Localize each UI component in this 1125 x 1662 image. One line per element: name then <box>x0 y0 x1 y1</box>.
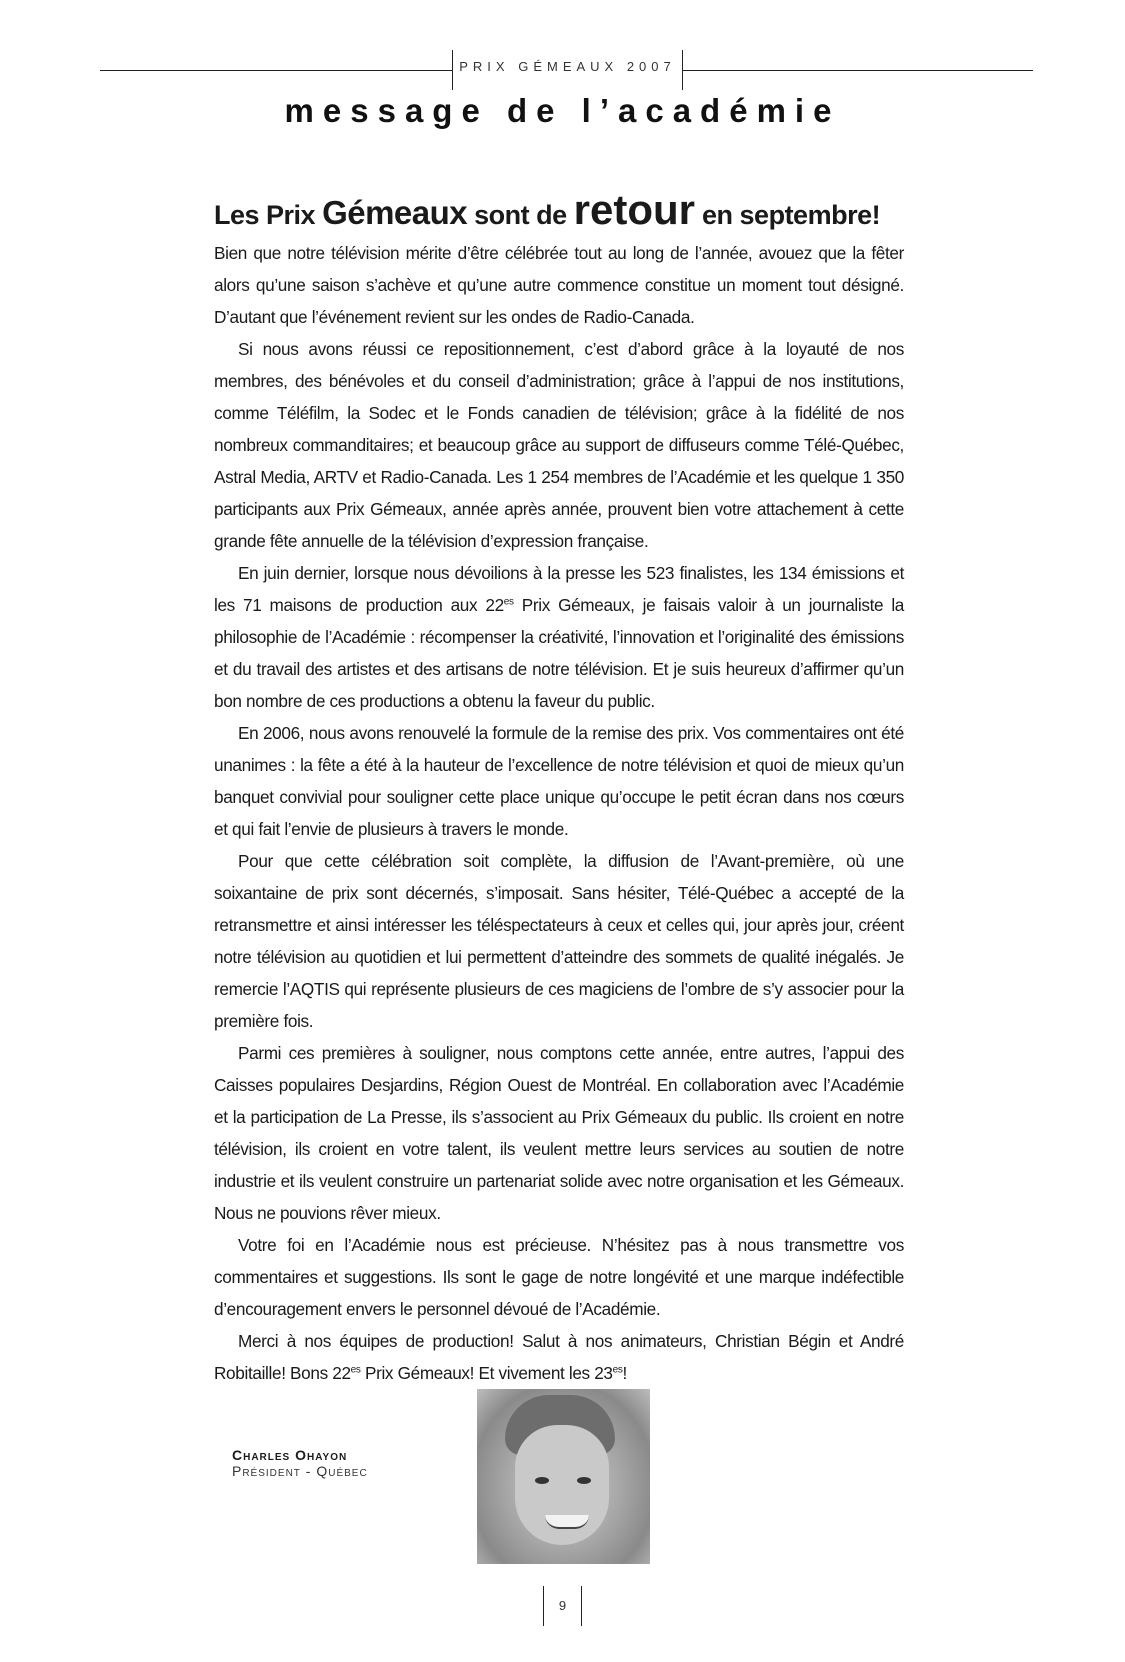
signature-block <box>232 1447 368 1479</box>
paragraph: Votre foi en l’Académie nous est précieuse. N’hésitez pas à nous transmettre vos commentaires et suggestions. Ils sont le gage de notre longévité et une marque indéfectible d’encouragement envers le personnel dévoué de l’Académie. <box>214 1235 904 1319</box>
headline-part: Les Prix <box>214 200 323 230</box>
paragraph-text: Merci à nos équipes de production! Salut à nos animateurs, Christian Bégin et André Robitaille! Bons 22 <box>214 1331 904 1383</box>
ordinal-suffix: es <box>350 1364 361 1376</box>
section-title: message de l’académie <box>284 92 841 129</box>
signatory-title: Président - Québec <box>232 1463 368 1479</box>
paragraph-text: En juin dernier, lorsque nous dévoilions à la presse les 523 finalistes, les 134 émissions et les 71 maisons de production aux 22 <box>214 563 904 615</box>
running-head: PRIX GÉMEAUX 2007 <box>459 59 676 74</box>
paragraph: Si nous avons réussi ce repositionnement, c’est d’abord grâce à la loyauté de nos membres, des bénévoles et du conseil d’administration; grâce à l’appui de nos institutions, comme Téléfilm, la Sodec et le Fonds canadien de télévision; grâce à la fidélité de nos nombreux commanditaires; et beaucoup grâce au support de diffuseurs comme Télé-Québec, Astral Media, ARTV et Radio-Canada. Les 1 254 membres de l’Académie et les quelque 1 350 participants aux Prix Gémeaux, année après année, prouvent bien votre attachement à cette grande fête annuelle de la télévision d’expression française. <box>214 339 904 551</box>
signatory-name: Charles Ohayon <box>232 1447 348 1463</box>
header-rule-right <box>683 70 1033 71</box>
article <box>214 186 905 1389</box>
paragraph: Bien que notre télévision mérite d’être célébrée tout au long de l’année, avouez que la fêter alors qu’une saison s’achève et qu’une autre commence constitue un moment tout désigné. D’autant que l’événement revient sur les ondes de Radio-Canada. <box>214 243 904 327</box>
ordinal-suffix: es <box>612 1364 623 1376</box>
portrait-eye <box>535 1477 549 1484</box>
portrait-eye <box>577 1477 591 1484</box>
paragraph: En 2006, nous avons renouvelé la formule de la remise des prix. Vos commentaires ont été unanimes : la fête a été à la hauteur de l’excellence de notre télévision et quoi de mieux qu’un banquet convivial pour souligner cette place unique qu’occupe le petit écran dans nos cœurs et qui fait l’envie de plusieurs à travers le monde. <box>214 723 904 839</box>
headline-part: retour <box>573 186 696 233</box>
paragraph: Pour que cette célébration soit complète, la diffusion de l’Avant-première, où une soixantaine de prix sont décernés, s’imposait. Sans hésiter, Télé-Québec a accepté de la retransmettre et ainsi intéresser les téléspectateurs à ceux et celles qui, jour après jour, créent notre télévision au quotidien et lui permettent d’atteindre des sommets de qualité inégalés. Je remercie l’AQTIS qui représente plusieurs de ces magiciens de l’ombre de s’y associer pour la première fois. <box>214 851 904 1031</box>
header-rule-left <box>100 70 452 71</box>
paragraph <box>214 1325 904 1389</box>
paragraph-text: Prix Gémeaux, je faisais valoir à un journaliste la philosophie de l’Académie : récompenser la créativité, l’innovation et l’originalité des émissions et du travail des artistes et des artisans de notre télévision. Et je suis heureux d’affirmer qu’un bon nombre de ces productions a obtenu la faveur du public. <box>214 595 905 711</box>
portrait-photo <box>477 1389 650 1564</box>
page-number: 9 <box>558 1598 567 1613</box>
footer-divider-right <box>581 1586 582 1626</box>
ordinal-suffix: es <box>503 596 514 608</box>
headline <box>214 186 904 235</box>
paragraph: Parmi ces premières à souligner, nous comptons cette année, entre autres, l’appui des Caisses populaires Desjardins, Région Ouest de Montréal. En collaboration avec l’Académie et la participation de La Presse, ils s’associent au Prix Gémeaux du public. Ils croient en notre télévision, ils croient en votre talent, ils veulent mettre leurs services au soutien de notre industrie et ils veulent construire un partenariat solide avec notre organisation et les Gémeaux. Nous ne pouvions rêver mieux. <box>214 1043 904 1223</box>
headline-part: en septembre! <box>695 200 881 230</box>
paragraph-text: ! <box>622 1363 627 1383</box>
headline-part: Gémeaux <box>322 194 468 231</box>
paragraph <box>214 557 904 717</box>
headline-part: sont de <box>467 200 574 230</box>
paragraph-text: Prix Gémeaux! Et vivement les 23 <box>360 1363 613 1383</box>
